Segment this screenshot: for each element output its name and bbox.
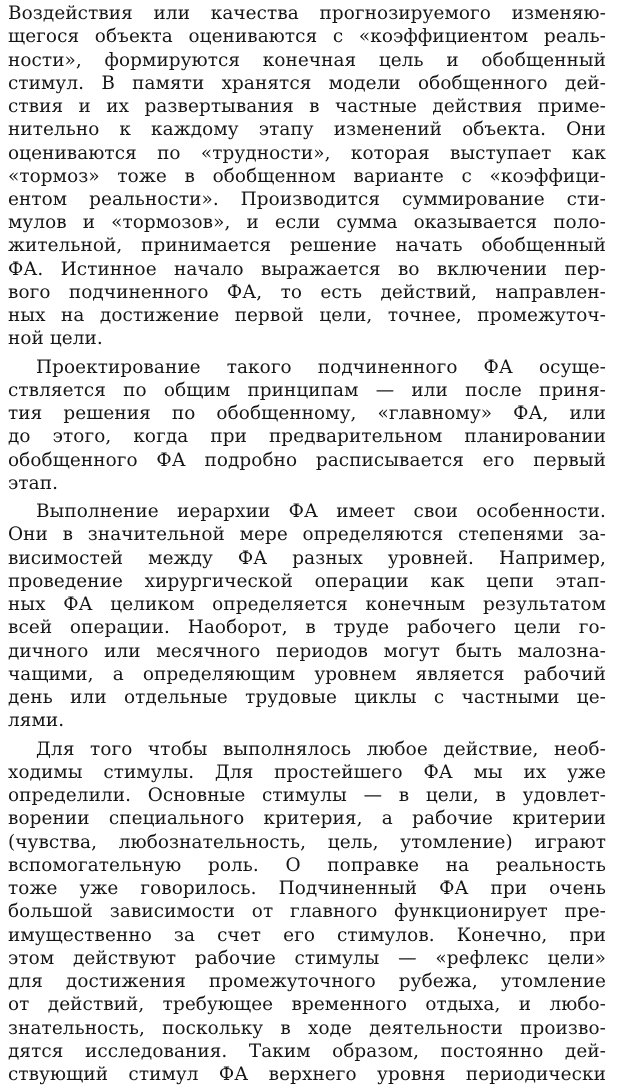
text-line: этом действуют рабочие стимулы — «рефлекс цели»	[8, 947, 606, 969]
text-line: имущественно за счет его стимулов. Конечно, при	[8, 924, 606, 946]
text-line: тоже уже говорилось. Подчиненный ФА при очень	[8, 878, 606, 899]
text-line: чащими, а определяющим уровнем является рабочий	[8, 663, 606, 685]
text-line: Для того чтобы выполнялось любое действие, необ-	[36, 738, 606, 760]
text-line: тия решения по обобщенному, «главному» ФА, или	[8, 403, 606, 425]
text-line: большой зависимости от главного функционирует пре-	[8, 901, 606, 923]
text-line: дятся исследования. Таким образом, постоянно дей-	[8, 1040, 606, 1062]
text-line: до этого, когда при предварительном планировании	[8, 426, 606, 448]
text-line: день или отдельные трудовые циклы с частными це-	[8, 687, 606, 709]
text-line: мулов и «тормозов», и если сумма оказывается поло-	[8, 212, 606, 234]
text-line: ворении специального критерия, а рабочие критерии	[8, 808, 606, 830]
text-line: ных ФА целиком определяется конечным результатом	[8, 594, 606, 616]
text-line: лями.	[8, 710, 65, 732]
text-line: щегося объекта оцениваются с «коэффициентом реаль-	[8, 26, 606, 48]
text-line: висимостей между ФА разных уровней. Например,	[8, 547, 606, 569]
text-line: ствляется по общим принципам — или после приня-	[8, 379, 606, 401]
text-line: Выполнение иерархии ФА имеет свои особенности.	[36, 501, 606, 523]
text-line: нительно к каждому этапу изменений объекта. Они	[8, 119, 606, 141]
text-line: Они в значительной мере определяются степенями за-	[8, 524, 606, 546]
text-line: этап.	[8, 472, 59, 494]
text-line: всей операции. Наоборот, в труде рабочего цели го-	[8, 617, 606, 639]
text-line: ствия и их развертывания в частные действия приме-	[8, 96, 606, 117]
text-line: знательность, поскольку в ходе деятельности произво-	[8, 1017, 606, 1039]
text-line: ности», формируются конечная цель и обобщенный	[8, 49, 606, 71]
text-line: ствующий стимул ФА верхнего уровня периодически	[8, 1064, 606, 1085]
text-line: оцениваются по «трудности», которая выступает как	[8, 142, 606, 164]
text-line: вого подчиненного ФА, то есть действий, направлен-	[8, 281, 606, 303]
text-line: ФА. Истинное начало выражается во включении пер-	[8, 258, 606, 280]
text-line: жительной, принимается решение начать обобщенный	[8, 235, 606, 257]
text-line: определили. Основные стимулы — в цели, в удовлет-	[8, 785, 606, 807]
text-line: (чувства, любознательность, цель, утомление) играют	[8, 831, 606, 853]
text-line: проведение хирургической операции как цепи этап-	[8, 570, 606, 592]
text-line: ной цели.	[8, 328, 103, 350]
text-line: вспомогательную роль. О поправке на реальность	[8, 854, 606, 876]
text-line: от действий, требующее временного отдыха, и любо-	[8, 994, 606, 1016]
text-line: «тормоз» тоже в обобщенном варианте с «коэффици-	[8, 165, 606, 187]
text-line: Проектирование такого подчиненного ФА осуще-	[36, 356, 606, 378]
text-line: дичного или месячного периодов могут быть малозна-	[8, 640, 606, 662]
text-line: для достижения промежуточного рубежа, утомление	[8, 971, 606, 992]
text-line: Воздействия или качества прогнозируемого изменяю-	[8, 3, 606, 24]
text-line: обобщенного ФА подробно расписывается его первый	[8, 449, 606, 471]
text-line: стимул. В памяти хранятся модели обобщенного дей-	[8, 72, 606, 94]
text-line: ных на достижение первой цели, точнее, промежуточ-	[8, 305, 606, 327]
text-line: ентом реальности». Производится суммирование сти-	[8, 189, 606, 210]
text-line: ходимы стимулы. Для простейшего ФА мы их уже	[8, 761, 606, 783]
